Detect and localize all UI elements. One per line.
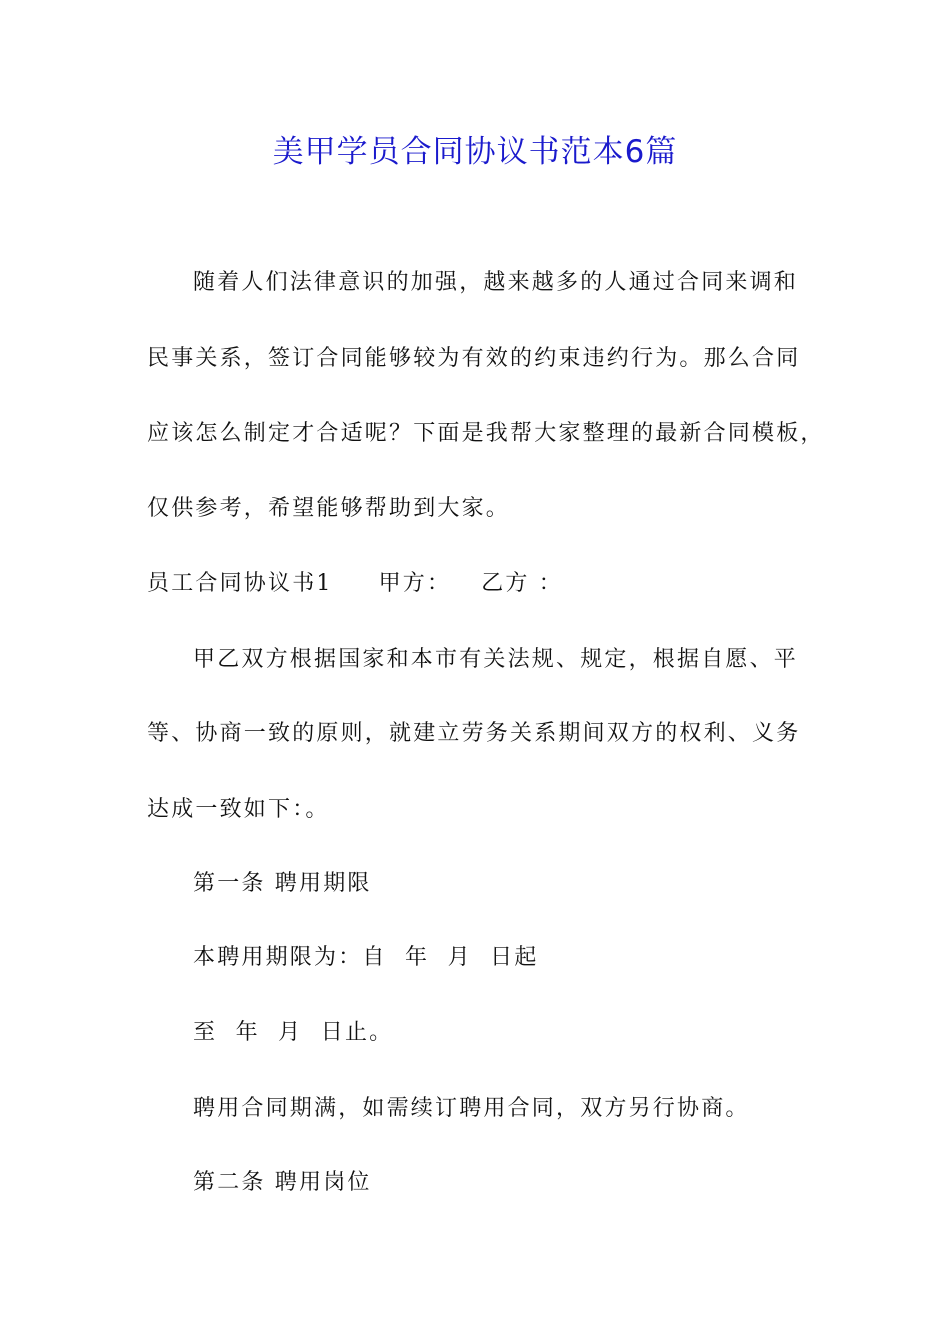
- document-title: 美甲学员合同协议书范本6篇: [272, 134, 678, 170]
- contract-heading: [147, 566, 827, 602]
- article-2-heading: 第二条 聘用岗位: [193, 1170, 372, 1195]
- article-1-term-start: 本聘用期限为：自 年 月 日起: [193, 945, 539, 970]
- preamble-line-3: 达成一致如下：。: [147, 797, 330, 822]
- article-1-heading: 第一条 聘用期限: [193, 871, 372, 896]
- article-1-term-end: 至 年 月 日止。: [193, 1020, 394, 1045]
- preamble-line-2: 等、协商一致的原则，就建立劳务关系期间双方的权利、义务: [147, 721, 801, 746]
- article-1-renewal: 聘用合同期满，如需续订聘用合同，双方另行协商。: [193, 1096, 750, 1121]
- intro-line-4: 仅供参考，希望能够帮助到大家。: [147, 496, 511, 521]
- intro-line-1: 随着人们法律意识的加强，越来越多的人通过合同来调和: [193, 270, 799, 295]
- party-a-label: 甲方：: [378, 571, 452, 596]
- contract-name: 员工合同协议书1: [147, 571, 333, 596]
- party-b-label: 乙方 ：: [481, 571, 564, 596]
- intro-line-3: 应该怎么制定才合适呢？下面是我帮大家整理的最新合同模板，: [147, 421, 825, 446]
- preamble-line-1: 甲乙双方根据国家和本市有关法规、规定，根据自愿、平: [193, 647, 799, 672]
- intro-line-2: 民事关系，签订合同能够较为有效的约束违约行为。那么合同: [147, 346, 801, 371]
